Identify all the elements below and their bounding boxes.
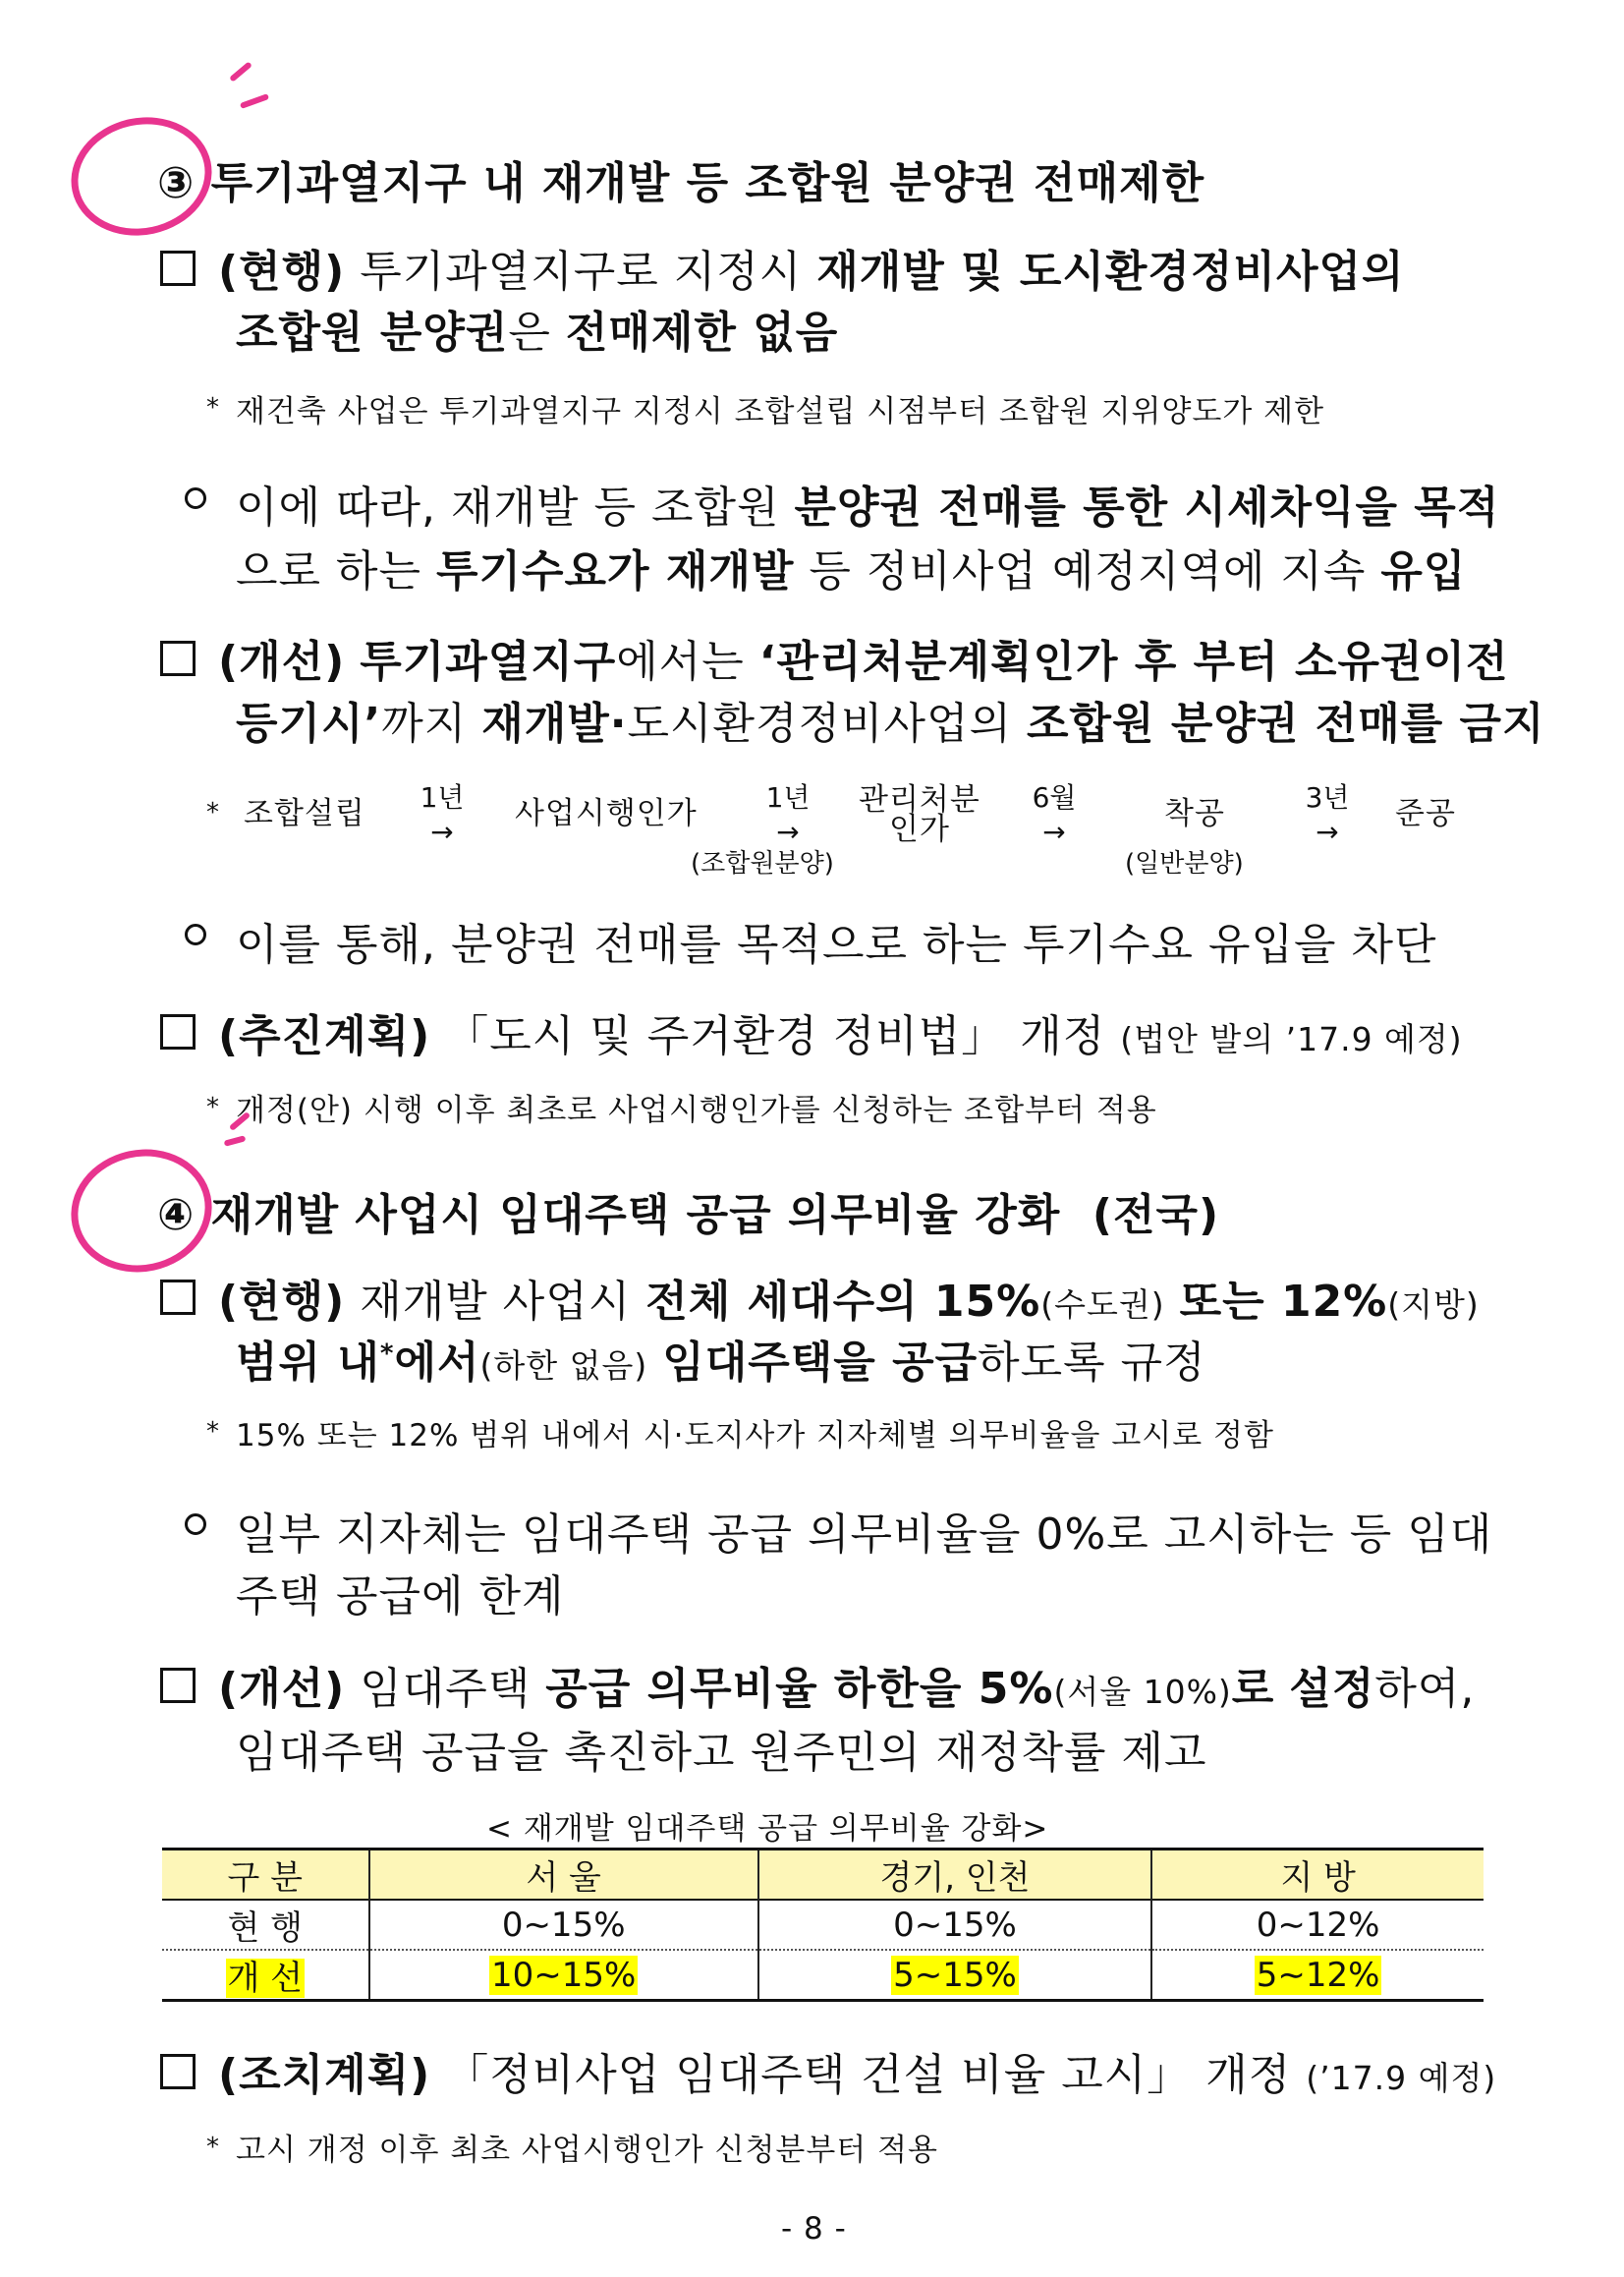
table-caption: < 재개발 임대주택 공급 의무비율 강화> xyxy=(486,1811,1049,1847)
s3-current-line2: 조합원 분양권은 전매제한 없음 xyxy=(236,308,839,358)
flow-arrow-1: 1년 → xyxy=(420,781,465,848)
circle-bullet-icon xyxy=(185,1513,206,1535)
table-row xyxy=(162,1900,1484,1950)
flow-arrow-2: 1년 → xyxy=(765,781,811,848)
note-asterisk-icon: * xyxy=(206,798,219,827)
highlighted-value: 5∼12% xyxy=(1256,1955,1380,1995)
page-number: - 8 - xyxy=(781,2211,847,2247)
note-asterisk-icon: * xyxy=(206,1417,219,1447)
s3-improve-line1: (개선) 투기과열지구에서는 ‘관리처분계획인가 후 부터 소유권이전 xyxy=(218,637,1509,687)
table-cell: 0∼15% xyxy=(758,1900,1152,1950)
s3-reason-line1: 이에 따라, 재개발 등 조합원 분양권 전매를 통한 시세차익을 목적 xyxy=(236,483,1500,533)
checkbox-square-icon xyxy=(160,1014,196,1050)
circle-bullet-icon xyxy=(185,487,206,509)
flow-step-construction: 착공 xyxy=(1164,796,1225,831)
table-header-cell: 지 방 xyxy=(1151,1850,1484,1901)
s4-plan: (조치계획) 「정비사업 임대주택 건설 비율 고시」 개정 (’17.9 예정) xyxy=(218,2050,1497,2100)
table-cell xyxy=(758,1950,1152,2001)
flow-step-disposal-a: 관리처분 xyxy=(859,782,980,818)
table-cell: 0∼15% xyxy=(369,1900,758,1950)
annotation-tick-4b xyxy=(224,1135,247,1146)
s4-note-1: 15% 또는 12% 범위 내에서 시·도지사가 지자체별 의무비율을 고시로 정함 xyxy=(236,1418,1274,1453)
flow-caption-general-sale: (일반분양) xyxy=(1125,849,1244,879)
section-4-number: ④ xyxy=(157,1190,196,1240)
section-4-scope: (전국) xyxy=(1092,1190,1220,1240)
note-asterisk-icon: * xyxy=(206,393,219,423)
flow-step-completion: 준공 xyxy=(1395,796,1456,831)
note-asterisk-icon: * xyxy=(206,1093,219,1122)
highlighted-value: 개 선 xyxy=(227,1959,304,1998)
table-cell xyxy=(162,1950,369,2001)
section-4-heading xyxy=(157,1179,1219,1242)
checkbox-square-icon xyxy=(160,251,196,286)
s4-improve-line2: 임대주택 공급을 촉진하고 원주민의 재정착률 제고 xyxy=(236,1728,1207,1778)
table-cell xyxy=(369,1950,758,2001)
s3-improve-line2: 등기시’까지 재개발·도시환경정비사업의 조합원 분양권 전매를 금지 xyxy=(236,699,1545,749)
s4-reason-line2: 주택 공급에 한계 xyxy=(236,1571,565,1622)
flow-step-approval: 사업시행인가 xyxy=(515,796,698,831)
table-header-cell: 서 울 xyxy=(369,1850,758,1901)
highlighted-value: 10∼15% xyxy=(491,1955,637,1995)
checkbox-square-icon xyxy=(160,1280,196,1315)
s3-note-1: 재건축 사업은 투기과열지구 지정시 조합설립 시점부터 조합원 지위양도가 제한 xyxy=(236,394,1325,429)
annotation-tick-3b xyxy=(240,93,269,109)
s4-current-line2: 범위 내*에서(하한 없음) 임대주택을 공급하도록 규정 xyxy=(236,1338,1206,1388)
table-header-cell: 구 분 xyxy=(162,1850,369,1901)
checkbox-square-icon xyxy=(160,2054,196,2089)
highlighted-value: 5∼15% xyxy=(893,1955,1017,1995)
note-asterisk-icon: * xyxy=(206,2133,219,2162)
s4-improve-line1: (개선) 임대주택 공급 의무비율 하한을 5%(서울 10%)로 설정하여, xyxy=(218,1664,1476,1714)
checkbox-square-icon xyxy=(160,1668,196,1703)
flow-arrow-4: 3년 → xyxy=(1305,781,1350,848)
s3-reason-line2: 으로 하는 투기수요가 재개발 등 정비사업 예정지역에 지속 유입 xyxy=(236,546,1467,597)
flow-caption-member-sale: (조합원분양) xyxy=(691,849,834,879)
s3-effect: 이를 통해, 분양권 전매를 목적으로 하는 투기수요 유입을 차단 xyxy=(236,920,1437,970)
checkbox-square-icon xyxy=(160,641,196,676)
s3-current-line1: (현행) 투기과열지구로 지정시 재개발 및 도시환경정비사업의 xyxy=(218,247,1405,297)
annotation-tick-3a xyxy=(229,61,252,82)
table-cell: 현 행 xyxy=(162,1900,369,1950)
table-cell: 0∼12% xyxy=(1151,1900,1484,1950)
s4-current-line1: (현행) 재개발 사업시 전체 세대수의 15%(수도권) 또는 12%(지방) xyxy=(218,1277,1480,1327)
table-header-row xyxy=(162,1850,1484,1901)
section-3-heading xyxy=(157,147,1204,210)
s3-plan: (추진계획) 「도시 및 주거환경 정비법」 개정 (법안 발의 ’17.9 예정) xyxy=(218,1011,1463,1061)
table-row xyxy=(162,1950,1484,2001)
s4-reason-line1: 일부 지자체는 임대주택 공급 의무비율을 0%로 고시하는 등 임대 xyxy=(236,1509,1493,1560)
section-3-title: 투기과열지구 내 재개발 등 조합원 분양권 전매제한 xyxy=(210,158,1205,208)
section-3-number: ③ xyxy=(157,158,196,208)
flow-step-union: 조합설립 xyxy=(244,796,365,831)
s4-note-2: 고시 개정 이후 최초 사업시행인가 신청분부터 적용 xyxy=(236,2133,938,2168)
flow-step-disposal-b: 인가 xyxy=(889,812,950,847)
flow-arrow-3: 6월 → xyxy=(1032,781,1077,848)
table-cell xyxy=(1151,1950,1484,2001)
s3-note-2: 개정(안) 시행 이후 최초로 사업시행인가를 신청하는 조합부터 적용 xyxy=(236,1093,1157,1128)
table-header-cell: 경기, 인천 xyxy=(758,1850,1152,1901)
circle-bullet-icon xyxy=(185,924,206,945)
section-4-title: 재개발 사업시 임대주택 공급 의무비율 강화 xyxy=(210,1190,1061,1240)
ratio-table xyxy=(162,1848,1484,2002)
